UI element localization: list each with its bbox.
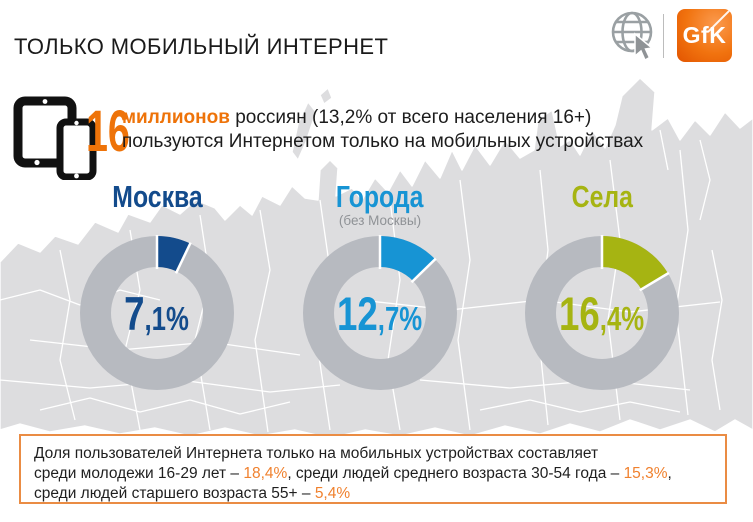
donut-block-moscow	[47, 179, 267, 340]
globe-cursor-icon	[608, 8, 658, 64]
footer-line3: среди людей старшего возраста 55+ – 5,4%	[34, 485, 351, 502]
donut-value	[524, 235, 680, 391]
headline-line1	[122, 106, 667, 130]
headline-number: 16	[86, 99, 130, 164]
stat-percent-middle: 15,3%	[623, 465, 668, 482]
donut-block-villages	[492, 179, 712, 340]
donut-value	[302, 235, 458, 391]
donut-value-big: 7	[124, 286, 146, 340]
donut-subtitle: (без Москвы)	[338, 213, 422, 228]
stat-percent-senior: 5,4%	[314, 485, 351, 502]
donut-title: Села	[571, 179, 633, 214]
donut-value-small: ,7%	[378, 299, 423, 337]
donut-value-big: 16	[559, 286, 601, 340]
headline-line2: пользуются Интернетом только на мобильных устройствах	[122, 131, 644, 152]
footer-line1: Доля пользователей Интернета только на мобильных устройствах составляет	[34, 445, 599, 462]
donut-title: Города	[336, 179, 424, 214]
page-title: ТОЛЬКО МОБИЛЬНЫЙ ИНТЕРНЕТ	[14, 34, 389, 59]
headline-text	[122, 106, 667, 154]
logo-divider	[663, 14, 664, 58]
headline-line1-rest: россиян (13,2% от всего населения 16+)	[229, 107, 592, 128]
donut-value-big: 12	[337, 286, 379, 340]
donut-block-cities	[270, 179, 490, 340]
gfk-logo-text: GfK	[682, 22, 727, 48]
donut-value-small: ,4%	[600, 299, 645, 337]
footer-note-box	[19, 434, 727, 504]
donut-value	[79, 235, 235, 391]
stat-percent-young: 18,4%	[243, 465, 288, 482]
headline-highlight: миллионов	[122, 107, 230, 128]
donut-title: Москва	[111, 179, 203, 214]
gfk-logo	[677, 9, 732, 62]
footer-line2: среди молодежи 16-29 лет – 18,4%, среди людей среднего возраста 30-54 года – 15,3%,	[34, 465, 672, 482]
donut-value-small: ,1%	[145, 299, 190, 337]
